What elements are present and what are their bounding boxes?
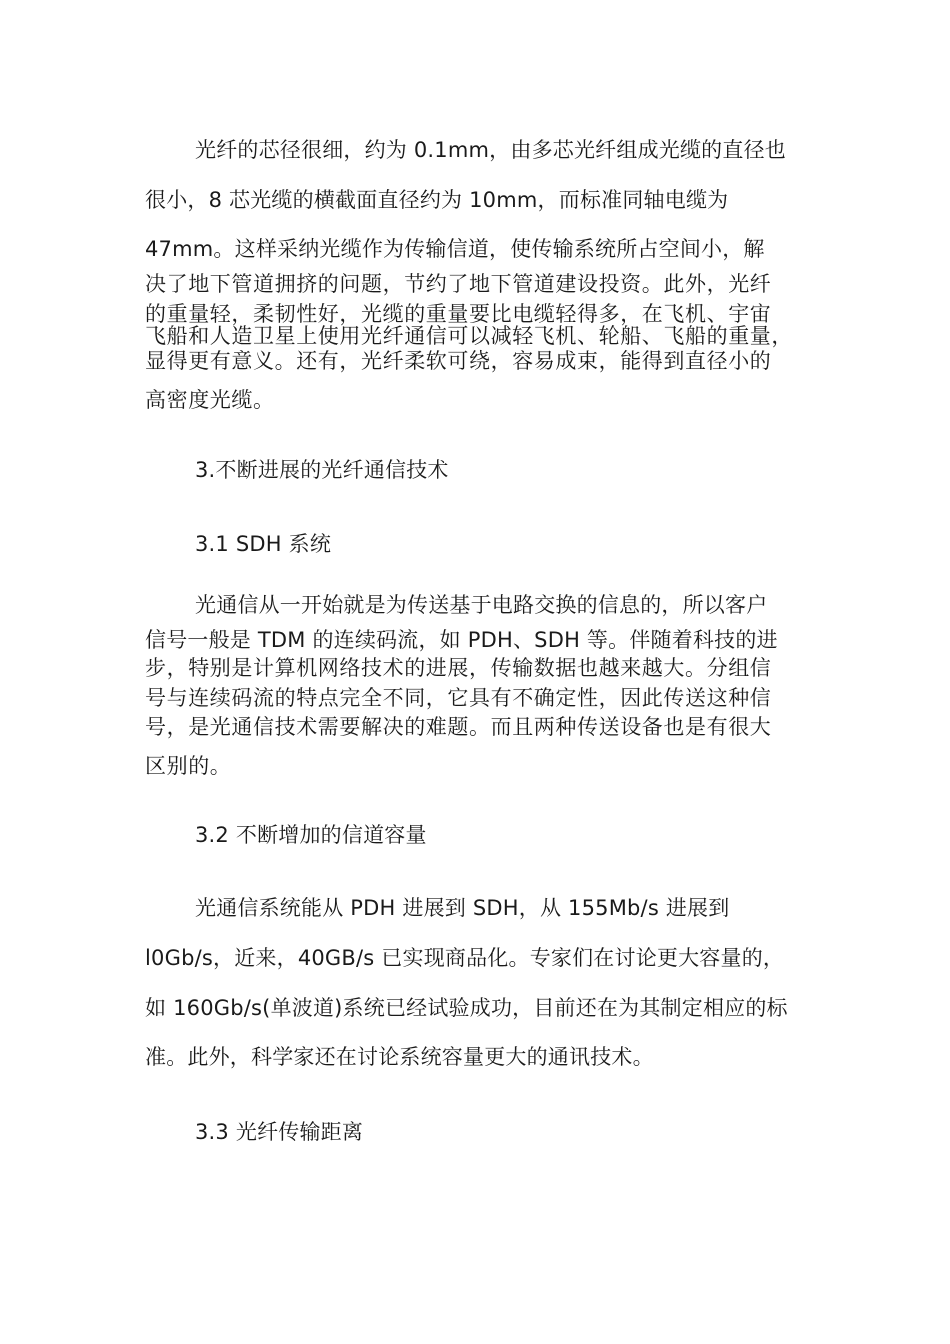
text-line: 很小，8 芯光缆的横截面直径约为 10mm，而标准同轴电缆为 <box>145 188 729 212</box>
text-line: 显得更有意义。还有，光纤柔软可绕，容易成束，能得到直径小的 <box>145 349 772 373</box>
text-line: 光通信从一开始就是为传送基于电路交换的信息的，所以客户 <box>195 593 768 617</box>
text-line: 47mm。这样采纳光缆作为传输信道，使传输系统所占空间小，解 <box>145 237 765 261</box>
section-heading-3-2: 3.2 不断增加的信道容量 <box>195 823 427 847</box>
text-line: l0Gb/s，近来，40GB/s 已实现商品化。专家们在讨论更大容量的， <box>145 946 785 970</box>
text-line: 准。此外，科学家还在讨论系统容量更大的通讯技术。 <box>145 1045 654 1069</box>
text-line: 如 160Gb/s(单波道)系统已经试验成功，目前还在为其制定相应的标 <box>145 996 788 1020</box>
text-line: 区别的。 <box>145 754 232 778</box>
text-line: 步，特别是计算机网络技术的进展，传输数据也越来越大。分组信 <box>145 656 772 680</box>
text-line: 信号一般是 TDM 的连续码流，如 PDH、SDH 等。伴随着科技的进 <box>145 628 778 652</box>
text-line: 飞船和人造卫星上使用光纤通信可以减轻飞机、轮船、飞船的重量， <box>145 324 793 348</box>
text-line: 号，是光通信技术需要解决的难题。而且两种传送设备也是有很大 <box>145 715 772 739</box>
section-heading-3: 3.不断进展的光纤通信技术 <box>195 458 449 482</box>
text-line: 号与连续码流的特点完全不同，它具有不确定性，因此传送这种信 <box>145 686 772 710</box>
text-line: 高密度光缆。 <box>145 388 275 412</box>
text-line: 的重量轻，柔韧性好，光缆的重量要比电缆轻得多，在飞机、宇宙 <box>145 302 772 326</box>
text-line: 决了地下管道拥挤的问题，节约了地下管道建设投资。此外，光纤 <box>145 272 772 296</box>
section-heading-3-1: 3.1 SDH 系统 <box>195 532 332 556</box>
section-heading-3-3: 3.3 光纤传输距离 <box>195 1120 364 1144</box>
text-line: 光纤的芯径很细，约为 0.1mm，由多芯光纤组成光缆的直径也 <box>195 138 786 162</box>
text-line: 光通信系统能从 PDH 进展到 SDH，从 155Mb/s 进展到 <box>195 896 730 920</box>
